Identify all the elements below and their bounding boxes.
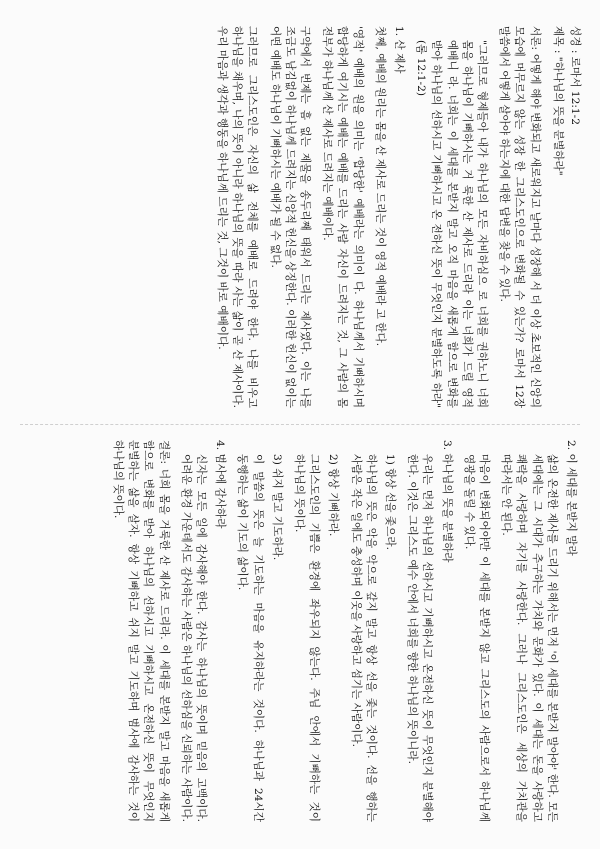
sermon-title: 제목 : "하나님의 뜻을 분별하라" <box>551 26 564 176</box>
conclusion-paragraph: 결론: 너희 몸을 거룩한 산 제사로 드리라. 이 세대를 본받지 말고 마음을 새롭게 함으로 변화를 받아 하나님의 선하시고 기뻐하시고 온전하신 뜻이 무엇인지 분별하는 삶을 살자. 항상 기뻐하고 쉬지 말고 기도하며 범사에 감사하는 것이 하나님의 뜻이다. <box>111 440 170 822</box>
section-3-sub-1-heading: 1) 항상 선을 좇으라. <box>383 454 396 550</box>
section-1-paragraph-2: '영적' 예배의 원을 의미는 '합당한' 예배라는 의미이 다. 하나님께서 기뻐하시며 합당하게 여기시는 예배는 예배를 드리는 사람 자신이 드려지는 것, 그 사람의 몸 전부가 하나님께 산 제사로 드려지는 예배이다. <box>321 26 364 408</box>
section-3-paragraph-1: 우리는 먼저 하나님의 선하시고 기뻐하시고 온전하신 뜻이 무엇인지 분별해야 한다. 이것은 그리스도 예수 안에서 너희를 향한 하나님의 뜻이니라. <box>406 454 434 822</box>
section-2-paragraph-1: 삶의 온전한 제사를 드리기 위해서는 먼저 '이 세대를 본받지 말아야' 한다. 모든 세대에는 그 시대가 추구하는 가치와 문화가 있다. 이 세대는 돈을 사랑하고 쾌락을 사랑하며 자기를 사랑한다. 그러나 그리스도인은 세상의 가치관을 따라서는 안 된다. <box>500 454 558 822</box>
section-3-sub-2-heading: 2) 항상 기뻐하라. <box>327 454 340 537</box>
section-2-paragraph-2: 마음이 변화되어야만 이 세대를 본받지 않고 그리스도의 사람으로서 하나님께 영광을 돌릴 수 있다. <box>462 454 490 822</box>
left-column <box>16 26 582 408</box>
section-1-heading: 1. 산 제사 <box>392 26 405 74</box>
section-1-paragraph-1: 첫째, 예배의 원리는 몸을 산 제사로 드리는 것이 영적 예배라 고 한다. <box>373 26 386 347</box>
section-3-sub-3-heading: 3) 쉬지 말고 기도하라. <box>270 454 283 561</box>
section-4-heading: 4. 범사에 감사하라 <box>214 440 227 529</box>
section-1-paragraph-3: 구약에서 번제는 흠 없는 제물을 송두리째 태워서 드리는 제사였다. 이는 나를 조금도 남김없이 하나님께 드려지는 신앙적 헌신을 상징한다. 이러한 헌신이 없이는 어떤 예배도 하나님이 기뻐하시는 예배가 될 수 없다. <box>268 26 311 408</box>
section-2-heading: 2. 이 세대를 본받지 말라 <box>565 440 577 556</box>
scripture-quote: "그러므로 형제들아 내가 하나님의 모든 자비하심으 로 너희를 권하노니 너희 몸을 하나님이 기뻐하시는 거 룩한 산 제사로 드리라 이는 너희가 드릴 영적 예배니 라. 너희는 이 세대를 본받지 말고 오직 마음을 새롭게 함으로 변화를 받아 하나님의 선하시고 기뻐하시고 온 전하신 뜻이 무엇인지 분별하도록 하라"(롬 12:1-2) <box>415 40 488 408</box>
section-3-sub-3-paragraph: 이 말씀의 뜻은 늘 기도하는 마음을 유지하라는 것이다. 하나님과 24시간 동행하는 삶이 기도의 삶이다. <box>236 454 264 822</box>
section-3-sub-1-paragraph: 하나님의 뜻은 악을 악으로 갚지 말고 항상 선을 좇는 것이다. 선을 행하는 사람은 작은 일에도 충성하며 이웃을 사랑하고 섬기는 사람이다. <box>349 454 377 822</box>
section-1-paragraph-4: 그러므로 그리스도인은 자신의 삶 전체를 예배로 드려야 한다. 나를 비우고 하나님을 채우며, 나의 뜻이 아니라 하나님의 뜻을 따라 사는 삶이 곧 산 제사이다. 우리 마음과 생각과 행동을 하나님께 드리는 것, 그것이 바로 예배이다. <box>215 26 259 408</box>
section-3-sub-2-paragraph: 그리스도인의 기쁨은 환경에 좌우되지 않는다. 주님 안에서 기뻐하는 것이 하나님의 뜻이다. <box>292 454 321 822</box>
intro-paragraph: 서론: 어떻게 해야 변화되고 새로워지고 날마다 성장해 서 더 이상 초보적인 신앙의 모습에 머무르지 않는 성장 한 그리스도인으로 변화될 수 있는가? 로마서 12장 말씀에서 어떻게 살아야 하는지에 대한 답변을 찾을 수 있다. <box>498 26 541 408</box>
section-3-heading: 3. 하나님의 뜻을 분별하라 <box>440 440 453 563</box>
section-4-paragraph-1: 신자는 모든 일에 감사해야 한다. 감사는 하나님의 뜻이며 믿음의 고백이다. 어려운 환경 가운데서도 감사하는 사람은 하나님의 선하심을 신뢰하는 사람이다. <box>179 454 207 822</box>
scripture-reference: 성경 : 로마서 12:1-2 <box>569 26 581 125</box>
right-column <box>16 440 582 822</box>
page-fold-line <box>20 424 580 425</box>
